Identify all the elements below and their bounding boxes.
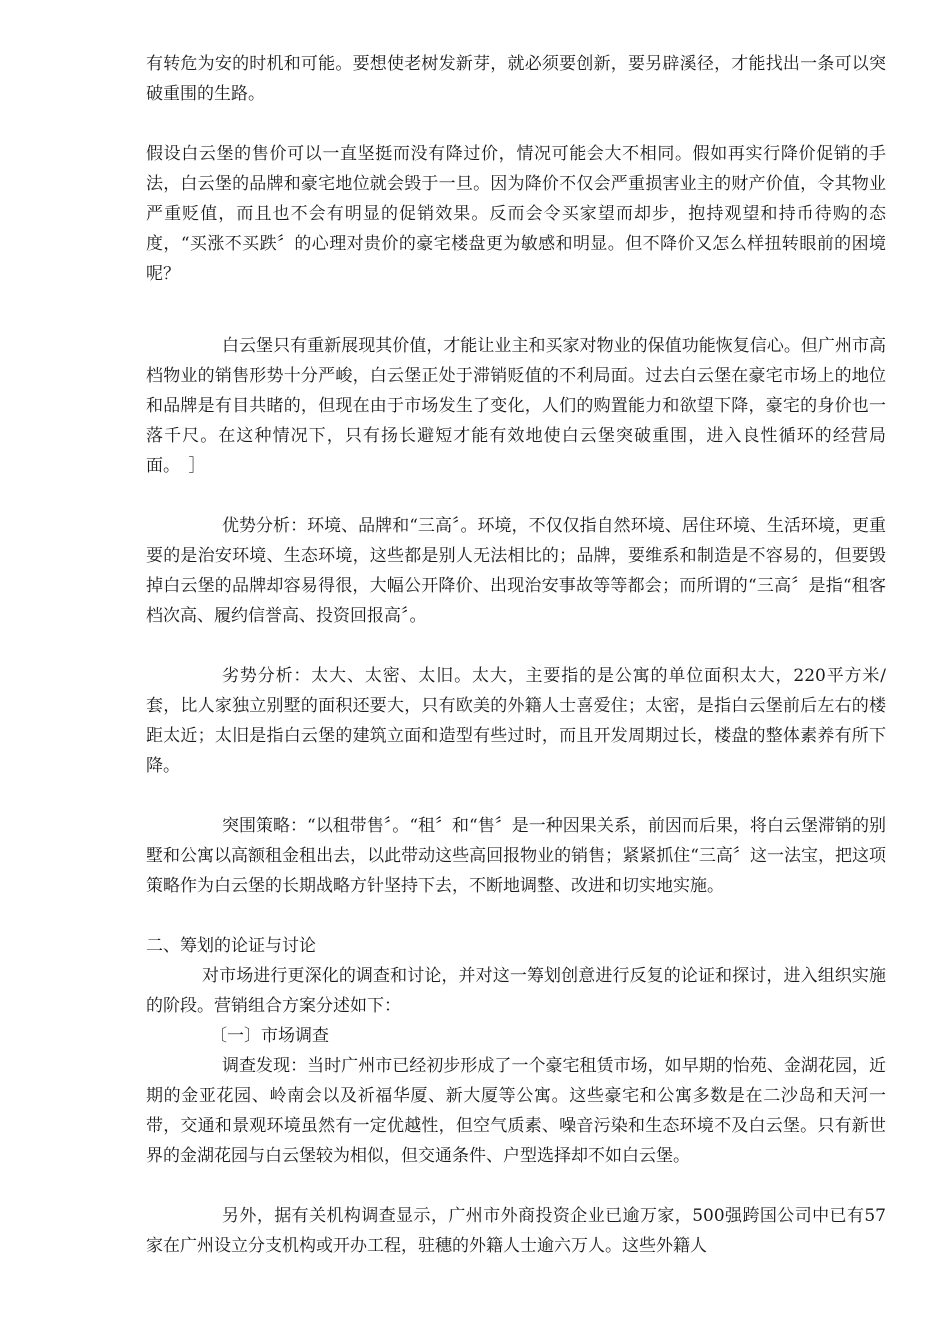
paragraph-opening: 有转危为安的时机和可能。要想使老树发新芽，就必须要创新，要另辟溪径，才能找出一条可以突破重围的生路。 bbox=[146, 54, 886, 104]
paragraph-section-intro: 对市场进行更深化的调查和讨论，并对这一筹划创意进行反复的论证和探讨，进入组织实施的阶段。营销组合方案分述如下： bbox=[146, 966, 886, 1016]
document-page bbox=[146, 0, 886, 1261]
paragraph-price-assumption: 假设白云堡的售价可以一直坚挺而没有降过价，情况可能会大不相同。假如再实行降价促销的手法，白云堡的品牌和豪宅地位就会毁于一旦。因为降价不仅会严重损害业主的财产价值，令其物业严重贬值，而且也不会有明显的促销效果。反而会令买家望而却步，抱持观望和持币待购的态度，“买涨不买跌〞的心理对贵价的豪宅楼盘更为敏感和明显。但不降价又怎么样扭转眼前的困境呢？ bbox=[146, 144, 886, 284]
section-heading-2: 二、筹划的论证与讨论 bbox=[146, 936, 316, 956]
paragraph-strategy: 突围策略：“以租带售〞。“租〞和“售〞是一种因果关系，前因而后果，将白云堡滞销的别墅和公寓以高额租金租出去，以此带动这些高回报物业的销售；紧紧抓住“三高〞这一法宝，把这项策略作为白云堡的长期战略方针坚持下去，不断地调整、改进和切实地实施。 bbox=[146, 816, 886, 896]
paragraph-foreign-residents: 另外，据有关机构调查显示，广州市外商投资企业已逾万家，500强跨国公司中已有57家在广州设立分支机构或开办工程，驻穗的外籍人士逾六万人。这些外籍人 bbox=[146, 1206, 886, 1256]
paragraph-value-recovery: 白云堡只有重新展现其价值，才能让业主和买家对物业的保值功能恢复信心。但广州市高档物业的销售形势十分严峻，白云堡正处于滞销贬值的不利局面。过去白云堡在豪宅市场上的地位和品牌是有目共睹的，但现在由于市场发生了变化，人们的购置能力和欲望下降，豪宅的身价也一落千尺。在这种情况下，只有扬长避短才能有效地使白云堡突破重围，进入良性循环的经营局面。 ］ bbox=[146, 336, 886, 476]
paragraph-survey-findings: 调查发现：当时广州市已经初步形成了一个豪宅租赁市场，如早期的怡苑、金湖花园，近期的金亚花园、岭南会以及祈福华厦、新大厦等公寓。这些豪宅和公寓多数是在二沙岛和天河一带，交通和景观环境虽然有一定优越性，但空气质素、噪音污染和生态环境不及白云堡。只有新世界的金湖花园与白云堡较为相似，但交通条件、户型选择却不如白云堡。 bbox=[146, 1056, 886, 1166]
subsection-heading-1: 〔一〕市场调查 bbox=[210, 1026, 329, 1046]
paragraph-weaknesses: 劣势分析：太大、太密、太旧。太大，主要指的是公寓的单位面积太大，220平方米/套，比人家独立别墅的面积还要大，只有欧美的外籍人士喜爱住；太密，是指白云堡前后左右的楼距太近；太旧是指白云堡的建筑立面和造型有些过时，而且开发周期过长，楼盘的整体素养有所下降。 bbox=[146, 666, 886, 776]
paragraph-strengths: 优势分析：环境、品牌和“三高〞。环境，不仅仅指自然环境、居住环境、生活环境，更重要的是治安环境、生态环境，这些都是别人无法相比的；品牌，要维系和制造是不容易的，但要毁掉白云堡的品牌却容易得很，大幅公开降价、出现治安事故等等都会；而所谓的“三高〞是指“租客档次高、履约信誉高、投资回报高〞。 bbox=[146, 516, 886, 626]
